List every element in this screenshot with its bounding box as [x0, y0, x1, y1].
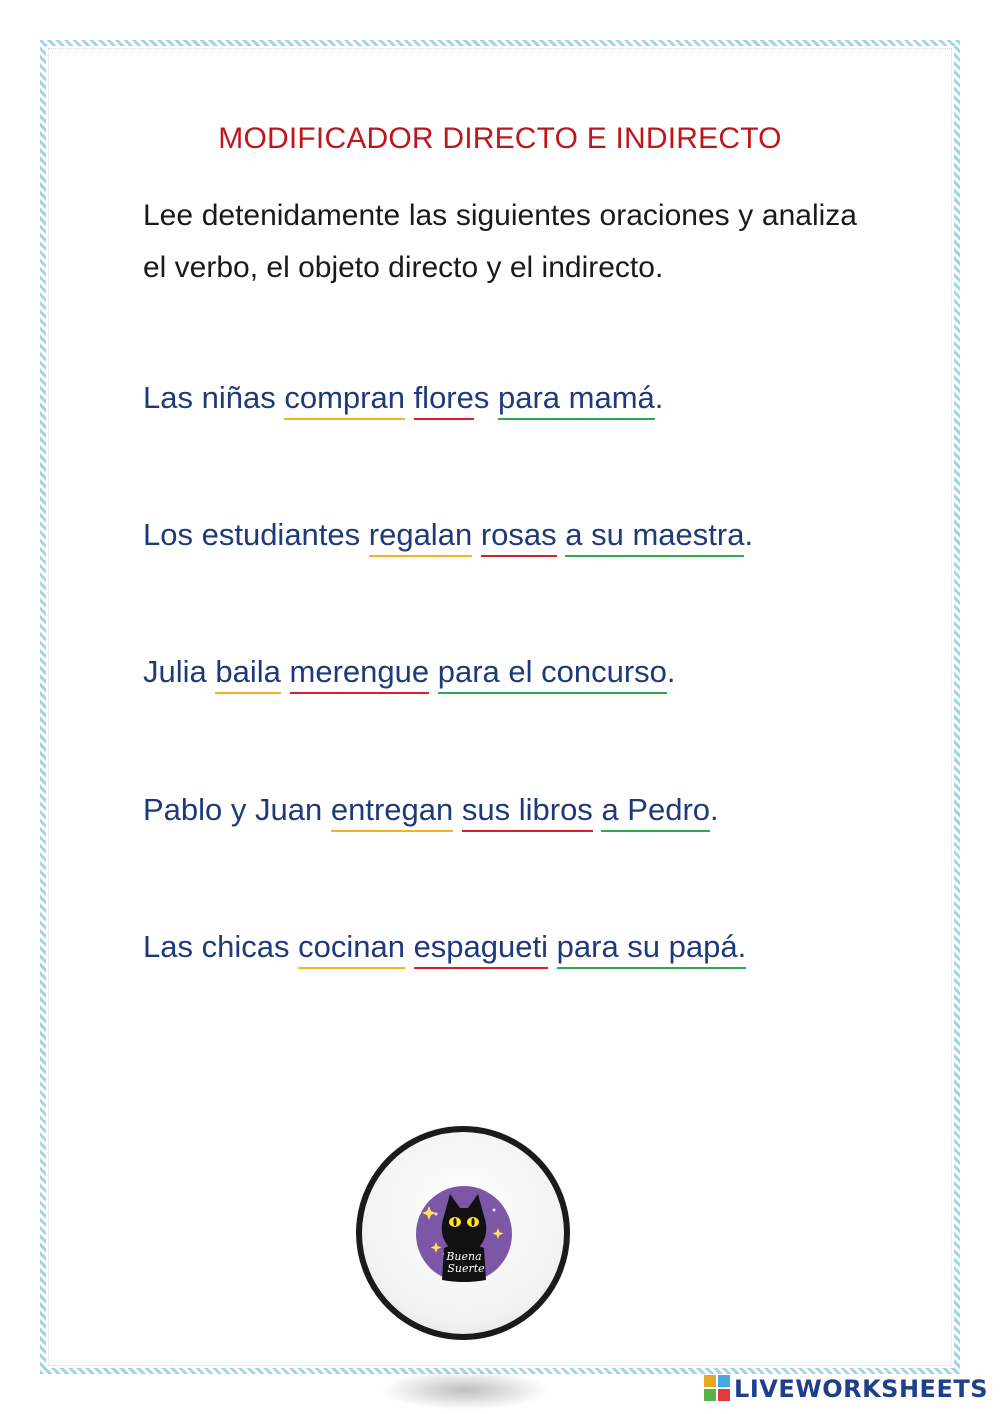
indirect-object-answer-field[interactable]: a su maestra: [565, 517, 744, 557]
sentence-3: Julia baila merengue para el concurso.: [143, 654, 676, 690]
verb-answer-field[interactable]: entregan: [331, 792, 453, 832]
brand-name: LIVEWORKSHEETS: [734, 1375, 988, 1403]
direct-object-answer-field[interactable]: espagueti: [414, 929, 548, 969]
svg-text:Buena: Buena: [446, 1250, 482, 1263]
sentence-1: Las niñas compran flores para mamá.: [143, 380, 663, 416]
direct-object-answer-field[interactable]: flore: [414, 380, 474, 420]
indirect-object-answer-field[interactable]: para el concurso: [438, 654, 667, 694]
worksheet-title: MODIFICADOR DIRECTO E INDIRECTO: [218, 122, 782, 155]
sentence-2: Los estudiantes regalan rosas a su maestra.: [143, 517, 753, 553]
sentence-subject: Las niñas: [143, 380, 285, 415]
direct-object-answer-field[interactable]: merengue: [290, 654, 430, 694]
instructions-text: Lee detenidamente las siguientes oraciones y analiza el verbo, el objeto directo y el indirecto.: [143, 199, 857, 284]
sentence-subject: Las chicas: [143, 929, 299, 964]
direct-object-answer-field[interactable]: rosas: [481, 517, 557, 557]
sentence-5: [143, 929, 746, 965]
black-cat-icon: [414, 1184, 514, 1284]
svg-text:Suerte: Suerte: [447, 1262, 485, 1275]
verb-answer-field[interactable]: compran: [284, 380, 405, 420]
liveworksheets-logo-icon: [704, 1375, 730, 1403]
indirect-object-answer-field[interactable]: para su papá.: [557, 929, 747, 969]
indirect-object-answer-field[interactable]: para mamá: [498, 380, 655, 420]
sentence-subject: Pablo y Juan: [143, 792, 331, 827]
verb-answer-field[interactable]: regalan: [369, 517, 472, 557]
sentence-subject: Los estudiantes: [143, 517, 369, 552]
verb-answer-field[interactable]: cocinan: [298, 929, 405, 969]
badge-shadow: [380, 1370, 550, 1410]
footer-brand: [704, 1374, 988, 1404]
indirect-object-answer-field[interactable]: a Pedro: [601, 792, 710, 832]
direct-object-answer-field[interactable]: sus libros: [462, 792, 593, 832]
sentence-4: Pablo y Juan entregan sus libros a Pedro.: [143, 792, 719, 828]
sentence-subject: Julia: [143, 654, 216, 689]
verb-answer-field[interactable]: baila: [215, 654, 281, 694]
